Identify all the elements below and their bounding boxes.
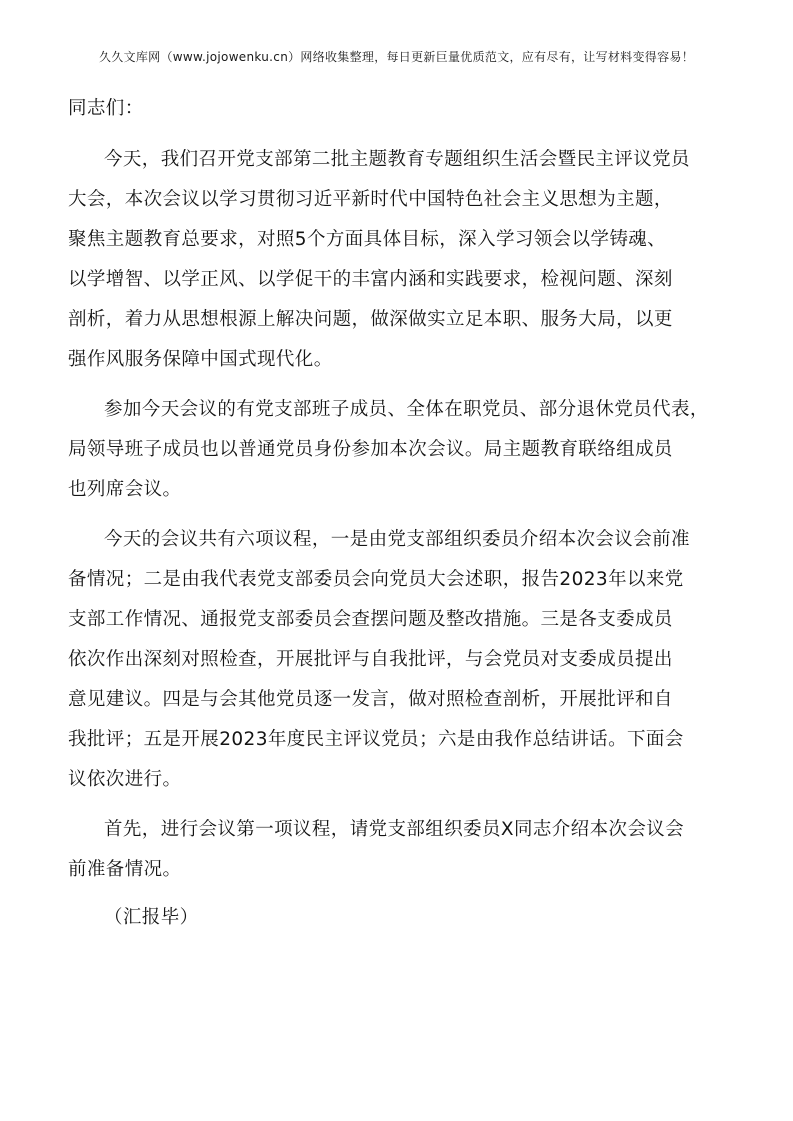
paragraph-4-line-1: 首先，进行会议第一项议程，请党支部组织委员X同志介绍本次会议会 bbox=[104, 819, 685, 840]
paragraph-1-line-3: 聚焦主题教育总要求，对照5个方面具体目标，深入学习领会以学铸魂、 bbox=[68, 229, 667, 250]
closing-note: （汇报毕） bbox=[104, 907, 199, 928]
paragraph-4-line-2: 前准备情况。 bbox=[68, 859, 182, 880]
paragraph-2-line-3: 也列席会议。 bbox=[68, 479, 182, 500]
paragraph-1-line-4: 以学增智、以学正风、以学促干的丰富内涵和实践要求，检视问题、深刻 bbox=[68, 269, 673, 290]
paragraph-1-line-6: 强作风服务保障中国式现代化。 bbox=[68, 349, 333, 370]
paragraph-3-line-2: 备情况；二是由我代表党支部委员会向党员大会述职，报告2023年以来党 bbox=[68, 569, 684, 590]
paragraph-1-line-2: 大会，本次会议以学习贯彻习近平新时代中国特色社会主义思想为主题， bbox=[68, 189, 673, 210]
paragraph-1-line-5: 剖析，着力从思想根源上解决问题，做深做实立足本职、服务大局，以更 bbox=[68, 309, 673, 330]
paragraph-3-line-7: 议依次进行。 bbox=[68, 769, 182, 790]
paragraph-2-line-1: 参加今天会议的有党支部班子成员、全体在职党员、部分退休党员代表， bbox=[104, 399, 709, 420]
paragraph-3-line-4: 依次作出深刻对照检查，开展批评与自我批评，与会党员对支委成员提出 bbox=[68, 649, 673, 670]
paragraph-3-line-5: 意见建议。四是与会其他党员逐一发言，做对照检查剖析，开展批评和自 bbox=[68, 689, 673, 710]
paragraph-1-line-1: 今天，我们召开党支部第二批主题教育专题组织生活会暨民主评议党员 bbox=[104, 149, 690, 170]
salutation: 同志们： bbox=[68, 98, 144, 119]
paragraph-3-line-1: 今天的会议共有六项议程，一是由党支部组织委员介绍本次会议会前准 bbox=[104, 529, 690, 550]
paragraph-3-line-6: 我批评；五是开展2023年度民主评议党员；六是由我作总结讲话。下面会 bbox=[68, 729, 684, 750]
page-header-notice: 久久文库网（www.jojowenku.cn）网络收集整理，每日更新巨量优质范文，应有尽有，让写材料变得容易！ bbox=[98, 50, 695, 64]
paragraph-3-line-3: 支部工作情况、通报党支部委员会查摆问题及整改措施。三是各支委成员 bbox=[68, 609, 673, 630]
paragraph-2-line-2: 局领导班子成员也以普通党员身份参加本次会议。局主题教育联络组成员 bbox=[68, 439, 673, 460]
